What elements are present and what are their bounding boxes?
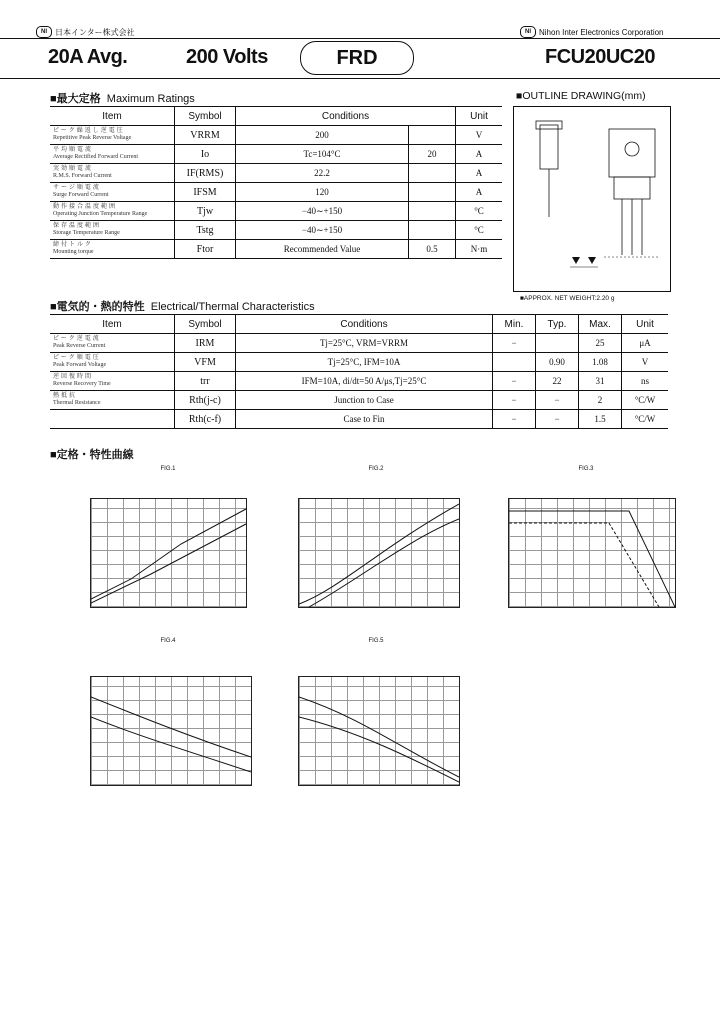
fig2-plot <box>298 498 460 608</box>
symbol-cell: VFM <box>175 353 236 372</box>
voltage-rating: 200 Volts <box>186 46 268 68</box>
curves-heading: ■定格・特性曲線 <box>50 449 134 461</box>
typ-cell <box>536 334 579 353</box>
table-row <box>50 164 502 183</box>
unit-cell: A <box>456 164 503 183</box>
col-item: Item <box>50 107 175 126</box>
fig5-plot <box>298 676 460 786</box>
table-row <box>50 126 502 145</box>
typ-cell: 22 <box>536 372 579 391</box>
value-cell: 0.5 <box>409 240 456 259</box>
value-cell <box>409 164 456 183</box>
item-jp: 締付トルク <box>53 242 93 248</box>
col-conditions: Conditions <box>236 107 456 126</box>
unit-cell: °C <box>456 221 503 240</box>
device-type: FRD <box>300 41 414 75</box>
max-cell: 1.08 <box>579 353 622 372</box>
col-conditions: Conditions <box>236 315 493 334</box>
value-cell <box>409 202 456 221</box>
item-jp: 逆回復時間 <box>53 374 94 380</box>
item-en: Average Rectified Forward Current <box>53 154 139 160</box>
item-cell <box>50 410 175 429</box>
item-cell <box>50 372 175 391</box>
table-row <box>50 353 668 372</box>
item-cell <box>50 202 175 221</box>
col-item: Item <box>50 315 175 334</box>
col-symbol: Symbol <box>175 107 236 126</box>
item-en: Surge Forward Current <box>53 192 109 198</box>
company-logo-right <box>520 26 664 38</box>
company-name-jp: 日本インター株式会社 <box>55 27 135 37</box>
ni-logo-icon: NI <box>36 26 52 38</box>
condition-cell: Tc=104°C <box>236 145 409 164</box>
max-cell: 2 <box>579 391 622 410</box>
elec-heading: ■電気的・熱的特性 Electrical/Thermal Characteristics <box>50 301 315 313</box>
unit-cell: °C <box>456 202 503 221</box>
item-cell <box>50 240 175 259</box>
divider <box>0 78 720 79</box>
fig3-label: FIG.3 <box>578 466 594 472</box>
max-cell: 31 <box>579 372 622 391</box>
table-row <box>50 183 502 202</box>
unit-cell: °C/W <box>622 391 669 410</box>
item-jp: サージ順電流 <box>53 185 101 191</box>
item-cell <box>50 334 175 353</box>
symbol-cell: Rth(c-f) <box>175 410 236 429</box>
item-jp: 実効順電流 <box>53 166 94 172</box>
company-name-en: Nihon Inter Electronics Corporation <box>539 27 664 37</box>
table-row <box>50 221 502 240</box>
item-cell <box>50 221 175 240</box>
outline-drawing <box>513 106 671 292</box>
condition-cell: −40∼+150 <box>236 221 409 240</box>
outline-heading: ■OUTLINE DRAWING(mm) <box>516 90 646 102</box>
fig4-label: FIG.4 <box>160 638 176 644</box>
min-cell: − <box>493 391 536 410</box>
unit-cell: A <box>456 183 503 202</box>
max-cell: 1.5 <box>579 410 622 429</box>
typ-cell: − <box>536 410 579 429</box>
condition-cell: Tj=25°C, IFM=10A <box>236 353 493 372</box>
fig4-plot <box>90 676 252 786</box>
unit-cell: ns <box>622 372 669 391</box>
condition-cell: IFM=10A, di/dt=50 A/μs,Tj=25°C <box>236 372 493 391</box>
col-min: Min. <box>493 315 536 334</box>
unit-cell: A <box>456 145 503 164</box>
item-en: Reverse Recovery Time <box>53 381 111 387</box>
table-row <box>50 334 668 353</box>
max-ratings-heading: ■最大定格 Maximum Ratings <box>50 93 195 105</box>
symbol-cell: IRM <box>175 334 236 353</box>
item-en: Operating Junction Temperature Range <box>53 211 148 217</box>
col-unit: Unit <box>456 107 503 126</box>
item-cell <box>50 183 175 202</box>
item-cell <box>50 145 175 164</box>
condition-cell: −40∼+150 <box>236 202 409 221</box>
table-row <box>50 240 502 259</box>
condition-cell: Recommended Value <box>236 240 409 259</box>
item-en: Mounting torque <box>53 249 94 255</box>
condition-cell: 120 <box>236 183 409 202</box>
item-en: R.M.S. Forward Current <box>53 173 112 179</box>
fig2-label: FIG.2 <box>368 466 384 472</box>
fig1-label: FIG.1 <box>160 466 176 472</box>
item-jp: ピーク逆電流 <box>53 336 101 342</box>
item-cell <box>50 353 175 372</box>
net-weight: ■APPROX. NET WEIGHT:2.20 g <box>520 295 615 302</box>
symbol-cell: trr <box>175 372 236 391</box>
symbol-cell: Tstg <box>175 221 236 240</box>
part-number: FCU20UC20 <box>545 46 655 68</box>
table-row <box>50 372 668 391</box>
min-cell <box>493 353 536 372</box>
value-cell <box>409 126 456 145</box>
col-unit: Unit <box>622 315 669 334</box>
item-en: Storage Temperature Range <box>53 230 120 236</box>
fig1-plot <box>90 498 247 608</box>
divider <box>0 38 720 39</box>
table-row <box>50 202 502 221</box>
typ-cell: − <box>536 391 579 410</box>
item-cell <box>50 164 175 183</box>
symbol-cell: IFSM <box>175 183 236 202</box>
ni-logo-icon: NI <box>520 26 536 38</box>
item-jp: ピーク順電圧 <box>53 355 101 361</box>
item-cell <box>50 391 175 410</box>
symbol-cell: Ftor <box>175 240 236 259</box>
table-row <box>50 145 502 164</box>
col-symbol: Symbol <box>175 315 236 334</box>
col-max: Max. <box>579 315 622 334</box>
symbol-cell: Tjw <box>175 202 236 221</box>
item-en: Peak Forward Voltage <box>53 362 107 368</box>
item-cell <box>50 126 175 145</box>
symbol-cell: Rth(j-c) <box>175 391 236 410</box>
symbol-cell: IF(RMS) <box>175 164 236 183</box>
current-rating: 20A Avg. <box>48 46 128 68</box>
unit-cell: μA <box>622 334 669 353</box>
value-cell <box>409 221 456 240</box>
item-en: Thermal Resistance <box>53 400 101 406</box>
company-logo-left <box>36 26 135 38</box>
symbol-cell: VRRM <box>175 126 236 145</box>
value-cell <box>409 183 456 202</box>
min-cell: − <box>493 334 536 353</box>
condition-cell: 22.2 <box>236 164 409 183</box>
unit-cell: °C/W <box>622 410 669 429</box>
unit-cell: N·m <box>456 240 503 259</box>
unit-cell: V <box>456 126 503 145</box>
value-cell: 20 <box>409 145 456 164</box>
item-jp: 平均順電流 <box>53 147 94 153</box>
unit-cell: V <box>622 353 669 372</box>
table-row <box>50 391 668 410</box>
item-jp: 保存温度範囲 <box>53 223 102 229</box>
item-jp: ピーク繰返し逆電圧 <box>53 128 125 134</box>
min-cell: − <box>493 410 536 429</box>
item-en: Repetitive Peak Reverse Voltage <box>53 135 132 141</box>
fig5-label: FIG.5 <box>368 638 384 644</box>
table-row <box>50 410 668 429</box>
elec-table <box>50 314 668 429</box>
typ-cell: 0.90 <box>536 353 579 372</box>
condition-cell: 200 <box>236 126 409 145</box>
condition-cell: Case to Fin <box>236 410 493 429</box>
min-cell: − <box>493 372 536 391</box>
package-outline-drawing <box>514 107 670 291</box>
item-en: Peak Reverse Current <box>53 343 106 349</box>
item-jp: 熱抵抗 <box>53 393 78 399</box>
symbol-cell: Io <box>175 145 236 164</box>
condition-cell: Tj=25°C, VRM=VRRM <box>236 334 493 353</box>
condition-cell: Junction to Case <box>236 391 493 410</box>
col-typ: Typ. <box>536 315 579 334</box>
max-cell: 25 <box>579 334 622 353</box>
item-jp: 動作接合温度範囲 <box>53 204 118 210</box>
max-ratings-table <box>50 106 502 259</box>
fig3-plot <box>508 498 676 608</box>
